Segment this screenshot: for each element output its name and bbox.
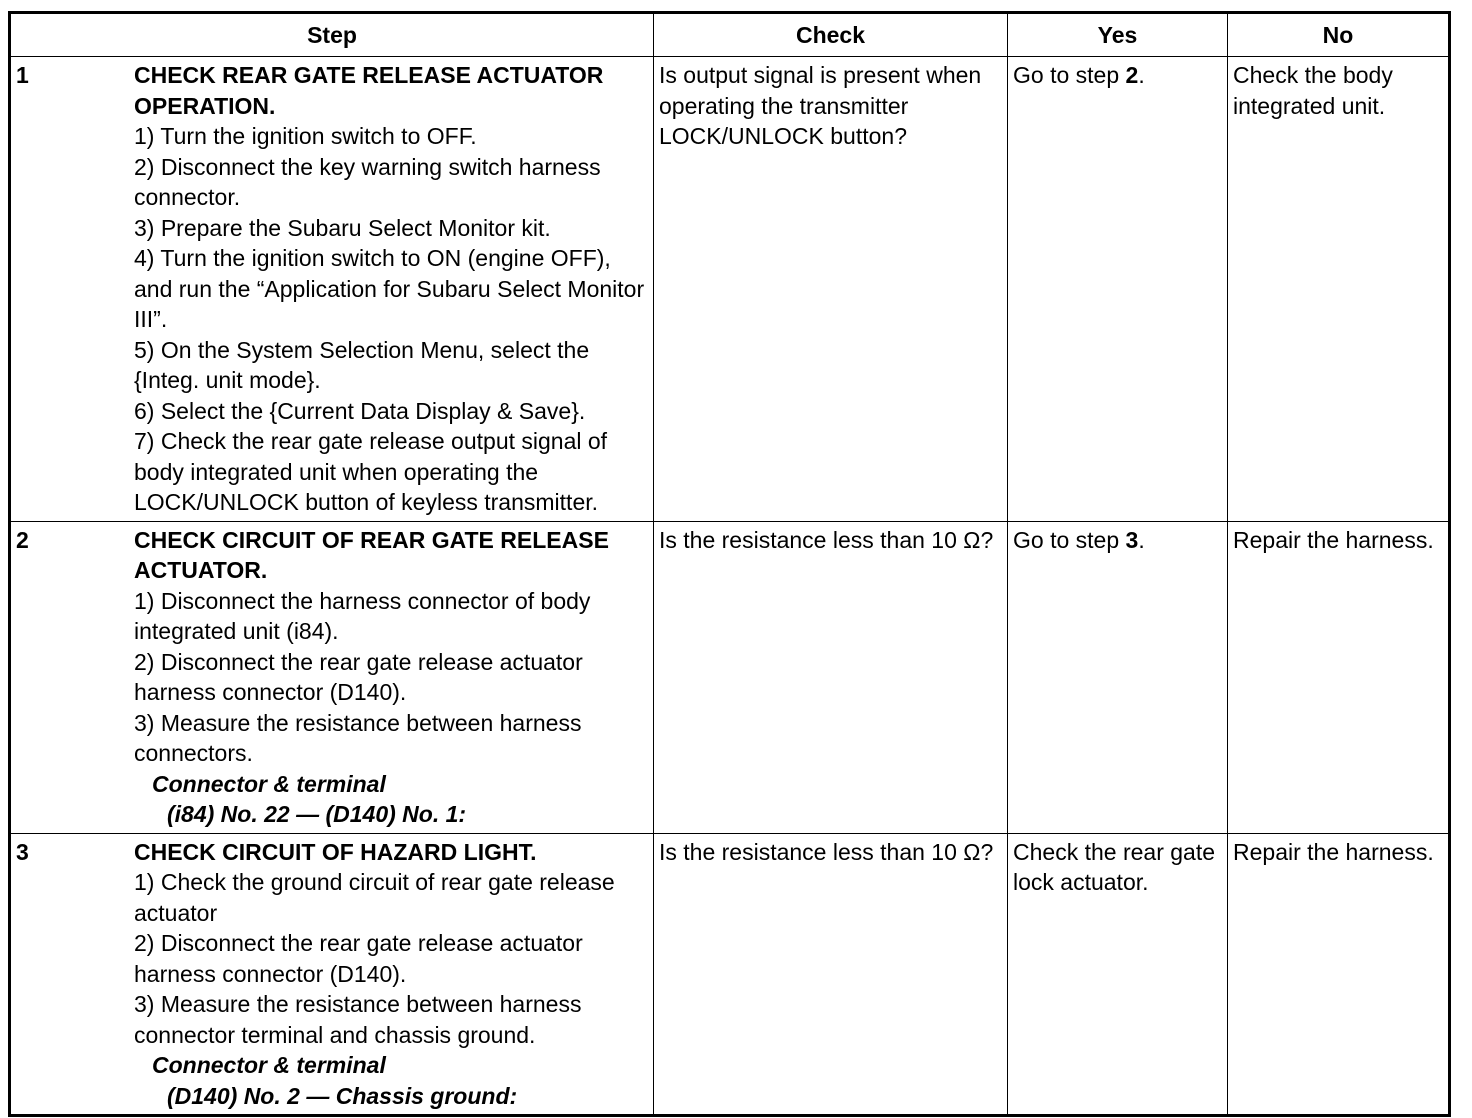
substep: 5) On the System Selection Menu, select the {Integ. unit mode}. (134, 336, 590, 393)
no-cell: Check the body integrated unit. (1228, 57, 1450, 522)
substep: 3) Prepare the Subaru Select Monitor kit. (134, 214, 551, 241)
step-cell (10, 57, 654, 522)
step-cell (10, 833, 654, 1116)
substep: 7) Check the rear gate release output signal of body integrated unit when operating the LOCK/UNLOCK button of keyless transmitter. (134, 428, 608, 515)
yes-text: Go to step (1013, 526, 1126, 553)
check-cell: Is the resistance less than 10 Ω? (654, 833, 1008, 1116)
column-header-yes: Yes (1008, 13, 1228, 57)
column-header-no: No (1228, 13, 1450, 57)
yes-text: Go to step (1013, 62, 1126, 88)
yes-suffix: . (1138, 62, 1145, 88)
connector-terminal-value: (i84) No. 22 — (D140) No. 1: (167, 801, 467, 827)
table-row (10, 833, 1450, 1116)
substep: 1) Disconnect the harness connector of body integrated unit (i84). (134, 587, 591, 644)
check-cell: Is output signal is present when operating the transmitter LOCK/UNLOCK button? (654, 57, 1008, 522)
diagnostic-procedure-table (8, 11, 1451, 1117)
step-number: 3 (16, 838, 29, 865)
check-cell: Is the resistance less than 10 Ω? (654, 521, 1008, 833)
step-cell (10, 521, 654, 833)
connector-terminal-label: Connector & terminal (152, 770, 386, 797)
step-body (134, 525, 648, 830)
substep: 3) Measure the resistance between harness connectors. (134, 709, 582, 766)
column-header-step: Step (10, 13, 654, 57)
substep: 1) Turn the ignition switch to OFF. (134, 123, 477, 149)
substep: 2) Disconnect the rear gate release actuator harness connector (D140). (134, 648, 583, 705)
step-title: CHECK CIRCUIT OF HAZARD LIGHT. (134, 838, 537, 865)
yes-cell (1008, 521, 1228, 833)
substep: 4) Turn the ignition switch to ON (engine OFF), and run the “Application for Subaru Select Monitor III”. (134, 245, 645, 332)
yes-cell: Check the rear gate lock actuator. (1008, 833, 1228, 1116)
substep: 2) Disconnect the rear gate release actuator harness connector (D140). (134, 930, 583, 987)
yes-suffix: . (1138, 526, 1145, 553)
substep: 1) Check the ground circuit of rear gate release actuator (134, 869, 615, 926)
step-number: 1 (16, 62, 29, 88)
step-number: 2 (16, 526, 29, 553)
connector-terminal-label: Connector & terminal (152, 1052, 386, 1078)
table-row (10, 57, 1450, 522)
connector-terminal-value: (D140) No. 2 — Chassis ground: (167, 1082, 518, 1109)
step-body (134, 60, 648, 518)
yes-cell (1008, 57, 1228, 522)
substep: 3) Measure the resistance between harness connector terminal and chassis ground. (134, 991, 582, 1048)
yes-step-link[interactable]: 2 (1125, 62, 1139, 88)
step-title: CHECK REAR GATE RELEASE ACTUATOR OPERATION. (134, 62, 604, 119)
substep: 6) Select the {Current Data Display & Save}. (134, 397, 586, 424)
substep: 2) Disconnect the key warning switch harness connector. (134, 153, 601, 210)
table-header-row (10, 13, 1450, 57)
no-cell: Repair the harness. (1228, 521, 1450, 833)
no-cell: Repair the harness. (1228, 833, 1450, 1116)
yes-step-link[interactable]: 3 (1125, 526, 1139, 553)
step-title: CHECK CIRCUIT OF REAR GATE RELEASE ACTUATOR. (134, 526, 609, 583)
step-body (134, 837, 648, 1112)
column-header-check: Check (654, 13, 1008, 57)
table-row (10, 521, 1450, 833)
